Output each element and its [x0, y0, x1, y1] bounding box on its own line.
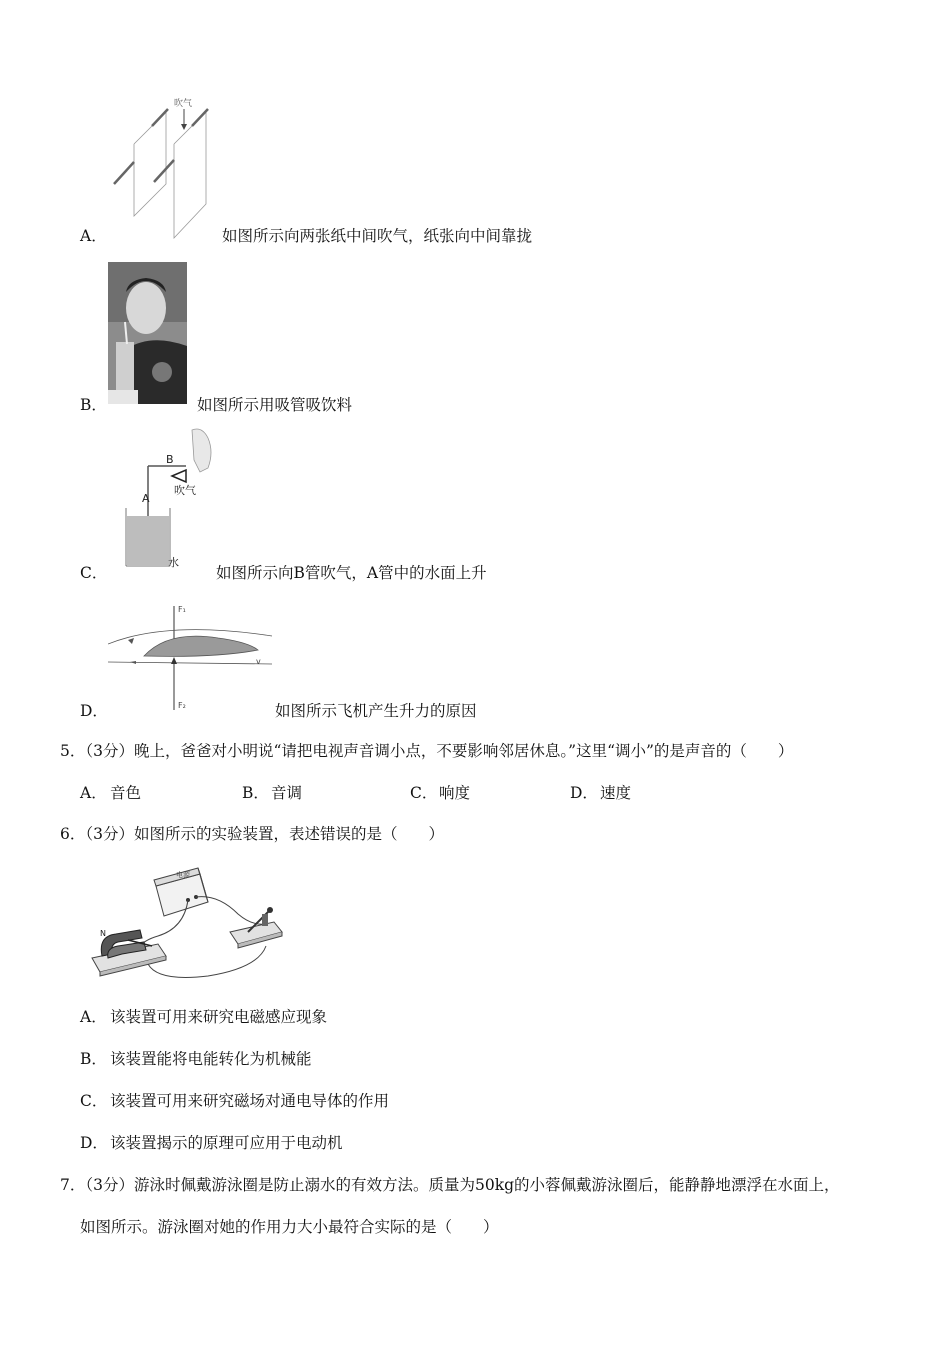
label-a: A: [142, 492, 150, 505]
q4-option-d-label: D．: [80, 702, 108, 720]
q6-stem: 6．（3分）如图所示的实验装置，表述错误的是（ ）: [60, 825, 444, 843]
blow-label: 吹气: [174, 484, 196, 497]
q4-option-b-text: 如图所示用吸管吸饮料: [197, 396, 353, 414]
q5-option-c-text: 响度: [439, 784, 471, 802]
figure-straw-photo: [108, 262, 187, 404]
q5-option-b-text: 音调: [271, 784, 303, 802]
label-f2: F₂: [178, 701, 186, 710]
q7-stem-line1: 7．（3分）游泳时佩戴游泳圈是防止溺水的有效方法。质量为50kg的小蓉佩戴游泳圈后，能静静地漂浮在水面上，: [60, 1176, 840, 1194]
figure-electromagnetic-setup: [88, 864, 288, 984]
q6-option-c-label: C．: [80, 1092, 108, 1110]
q6-option-a-text: 该装置可用来研究电磁感应现象: [110, 1008, 328, 1026]
q6-option-d-label: D．: [80, 1134, 108, 1152]
label-n: N: [100, 929, 106, 938]
q5-option-c-label: C．: [410, 784, 438, 802]
q5-stem: 5．（3分）晚上，爸爸对小明说“请把电视声音调小点，不要影响邻居休息。”这里“调小”的是声音的（ ）: [60, 742, 794, 760]
q4-option-c-text: 如图所示向B管吹气，A管中的水面上升: [216, 564, 487, 582]
q4-option-c-label: C．: [80, 564, 108, 582]
q5-option-b-label: B．: [242, 784, 269, 802]
q5-option-a-label: A．: [80, 784, 107, 802]
q6-option-d-text: 该装置揭示的原理可应用于电动机: [110, 1134, 343, 1152]
q6-option-b-text: 该装置能将电能转化为机械能: [110, 1050, 312, 1068]
label-b: B: [166, 453, 174, 466]
figure-beaker-tubes: [110, 426, 216, 574]
q4-option-d-text: 如图所示飞机产生升力的原因: [275, 702, 477, 720]
water-label: 水: [168, 556, 179, 569]
figure-paper-blow: [108, 92, 218, 242]
q5-option-d-text: 速度: [600, 784, 632, 802]
blow-caption: 吹气: [174, 99, 193, 109]
figure-wing-lift: [108, 600, 272, 712]
label-v: v: [256, 657, 261, 666]
power-label: 电源: [176, 871, 190, 879]
q5-option-a-text: 音色: [110, 784, 142, 802]
q6-option-a-label: A．: [80, 1008, 107, 1026]
q4-option-a-label: A．: [80, 227, 107, 245]
q4-option-a-text: 如图所示向两张纸中间吹气，纸张向中间靠拢: [222, 227, 533, 245]
label-f1: F₁: [178, 605, 186, 614]
q4-option-b-label: B．: [80, 396, 107, 414]
q5-option-d-label: D．: [570, 784, 598, 802]
q6-option-c-text: 该装置可用来研究磁场对通电导体的作用: [110, 1092, 390, 1110]
q6-option-b-label: B．: [80, 1050, 107, 1068]
q7-stem-line2: 如图所示。游泳圈对她的作用力大小最符合实际的是（ ）: [80, 1218, 499, 1236]
